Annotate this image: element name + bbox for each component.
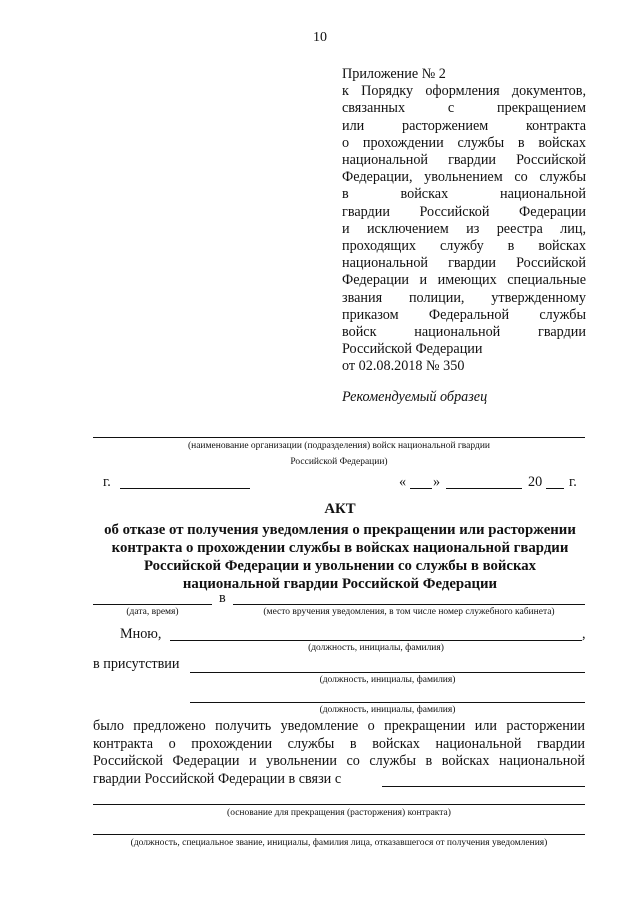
date-close-quote: » — [433, 474, 441, 490]
appendix-line: национальной гвардии Российской — [342, 255, 586, 272]
date-open-quote: « — [399, 474, 407, 490]
appendix-line: о прохождении службы в войсках — [342, 134, 586, 151]
reason-field[interactable] — [93, 804, 585, 805]
appendix-line: или расторжением контракта — [342, 117, 586, 134]
appendix-line: Приложение № 2 — [342, 66, 446, 82]
witness-1-field[interactable] — [190, 672, 585, 673]
in-presence-label: в присутствии — [93, 656, 180, 672]
witness-2-field[interactable] — [190, 702, 585, 703]
appendix-line: Федерации и имеющих специальные — [342, 272, 586, 289]
organization-caption-2: Российской Федерации) — [290, 457, 388, 467]
date-time-field[interactable] — [93, 604, 212, 605]
appendix-line: приказом Федеральной службы — [342, 306, 586, 323]
place-field[interactable] — [233, 604, 585, 605]
proposal-line: контракта о прохождении службы в войсках национальной гвардии — [93, 735, 585, 752]
year-field[interactable] — [546, 488, 564, 489]
month-field[interactable] — [446, 488, 522, 489]
appendix-line: и исключением из реестра лиц, — [342, 220, 586, 237]
appendix-line: связанных с прекращением — [342, 100, 586, 117]
appendix-line: к Порядку оформления документов, — [342, 83, 586, 100]
date-time-caption: (дата, время) — [126, 607, 179, 617]
appendix-line: звания полиции, утвержденному — [342, 289, 586, 306]
act-subtitle-line: Российской Федерации и увольнении со службы в войсках — [143, 558, 537, 574]
refuser-field[interactable] — [93, 834, 585, 835]
appendix-line: гвардии Российской Федерации — [342, 203, 586, 220]
appendix-line: от 02.08.2018 № 350 — [342, 358, 465, 375]
city-field[interactable] — [120, 488, 250, 489]
witness-2-caption: (должность, инициалы, фамилия) — [319, 705, 456, 715]
proposal-paragraph — [93, 718, 585, 788]
comma: , — [582, 626, 586, 642]
city-prefix: г. — [103, 474, 111, 490]
by-me-label: Мною, — [120, 626, 162, 642]
organization-field[interactable] — [93, 437, 585, 438]
act-title: АКТ — [324, 501, 356, 517]
appendix-line: в войсках национальной — [342, 186, 586, 203]
appendix-line: Российской Федерации — [342, 341, 483, 358]
appendix-line: проходящих службу в войсках — [342, 238, 586, 255]
reason-caption: (основание для прекращения (расторжения) контракта) — [227, 808, 451, 818]
act-subtitle-line: национальной гвардии Российской Федерации — [182, 576, 498, 592]
act-subtitle-line: об отказе от получения уведомления о прекращении или расторжении — [104, 522, 576, 538]
proposal-line-last: гвардии Российской Федерации в связи с — [93, 770, 342, 787]
appendix-line: национальной гвардии Российской — [342, 152, 586, 169]
witness-1-caption: (должность, инициалы, фамилия) — [319, 675, 456, 685]
appendix-line: войск национальной гвардии — [342, 324, 586, 341]
page-number: 10 — [313, 30, 327, 45]
act-subtitle-line: контракта о прохождении службы в войсках национальной гвардии — [111, 540, 569, 556]
appendix-block — [342, 66, 586, 376]
refuser-caption: (должность, специальное звание, инициалы, фамилия лица, отказавшегося от получения уведомления) — [130, 838, 548, 848]
appendix-line: Федерации, увольнением со службы — [342, 169, 586, 186]
official-caption: (должность, инициалы, фамилия) — [308, 643, 444, 653]
year-prefix: 20 — [528, 474, 543, 490]
reason-field-start[interactable] — [382, 786, 585, 787]
recommended-sample-label: Рекомендуемый образец — [342, 389, 488, 405]
in-word: в — [219, 590, 226, 606]
day-field[interactable] — [410, 488, 432, 489]
proposal-line: было предложено получить уведомление о прекращении или расторжении — [93, 718, 585, 734]
place-caption: (место вручения уведомления, в том числе номер служебного кабинета) — [263, 607, 555, 617]
year-suffix: г. — [569, 474, 577, 490]
proposal-line: Российской Федерации и увольнении со службы в войсках национальной — [93, 753, 585, 769]
organization-caption-1: (наименование организации (подразделения) войск национальной гвардии — [187, 441, 491, 451]
official-field[interactable] — [170, 640, 582, 641]
